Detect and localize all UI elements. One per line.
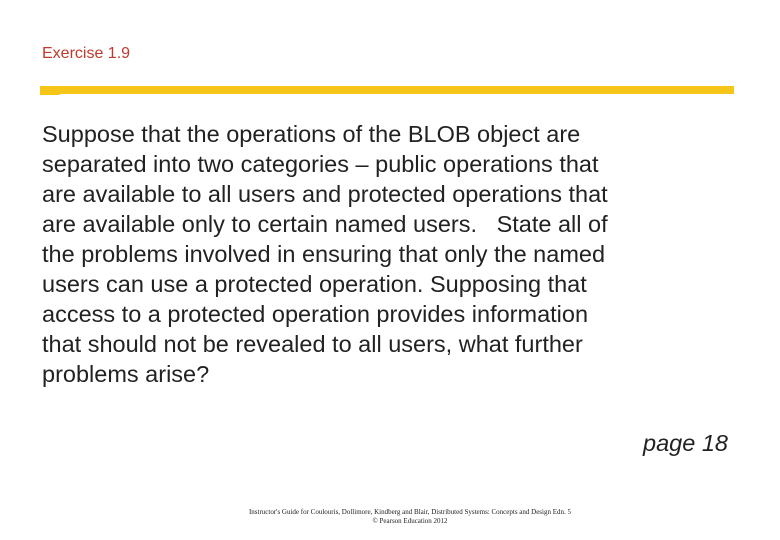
body-line: the problems involved in ensuring that only the named <box>42 241 606 267</box>
body-line: problems arise? <box>42 361 210 387</box>
title-divider-accent <box>40 94 60 95</box>
slide-title: Exercise 1.9 <box>42 45 131 62</box>
title-divider <box>40 86 734 94</box>
body-line: separated into two categories – public operations that <box>42 151 599 177</box>
footer-citation: Instructor's Guide for Coulouris, Dollimore, Kindberg and Blair, Distributed Systems: Concepts and Design Edn. 5 <box>248 508 572 516</box>
body-line: that should not be revealed to all users, what further <box>42 331 583 357</box>
footer <box>180 508 640 526</box>
page-reference: page 18 <box>643 430 728 456</box>
footer-copyright: © Pearson Education 2012 <box>372 517 448 525</box>
body-line: users can use a protected operation. Supposing that <box>42 271 587 297</box>
exercise-body <box>42 119 742 389</box>
body-line: Suppose that the operations of the BLOB object are <box>42 121 581 147</box>
body-line: are available only to certain named users. State all of <box>42 211 608 237</box>
body-line: are available to all users and protected operations that <box>42 181 608 207</box>
body-line: access to a protected operation provides information <box>42 301 589 327</box>
